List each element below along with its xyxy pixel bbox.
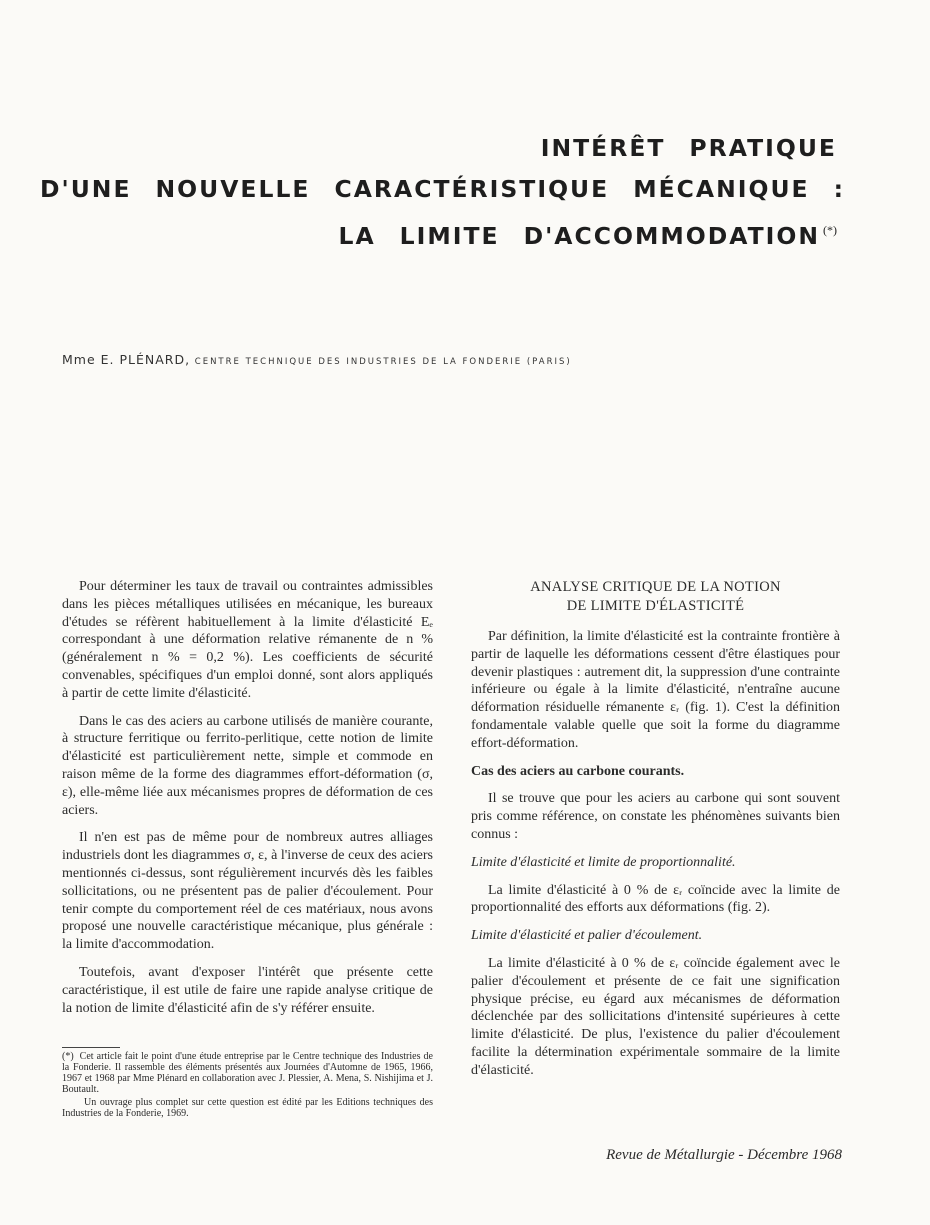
italic-subheading: Limite d'élasticité et limite de proportionnalité. [471,854,736,870]
title-line-2: D'UNE NOUVELLE CARACTÉRISTIQUE MÉCANIQUE : [40,175,846,203]
journal-footer: Revue de Métallurgie - Décembre 1968 [606,1147,842,1163]
italic-subheading: Limite d'élasticité et palier d'écoulement. [471,928,703,944]
footnote-rule [62,1047,120,1048]
left-column [62,578,433,1027]
paragraph: Il n'en est pas de même pour de nombreux autres alliages industriels dont les diagrammes σ, ε, à l'inverse de ceux des aciers mentionnés ci-dessus, sont régulièrement incurvés dès les faibles sollicitations, ou ne présentent pas de palier d'écoulement. Pour tenir compte du comportement réel de ces matériaux, nous avons proposé une nouvelle caractéristique mécanique, plus générale : la limite d'accommodation. [62,830,433,953]
section-heading: ANALYSE CRITIQUE DE LA NOTION DE LIMITE D'ÉLASTICITÉ [530,579,781,614]
paragraph: Il se trouve que pour les aciers au carbone qui sont souvent pris comme référence, on constate les phénomènes suivants bien connus : [471,791,840,842]
right-column [471,578,840,1090]
article-title [40,128,846,251]
paragraph: La limite d'élasticité à 0 % de εᵣ coïncide également avec le palier d'écoulement et présente de ce fait une signification physique précise, eu égard aux mécanismes de déformation déclenchée par des sollicitations d'intensité supérieures à cette limite d'élasticité. De plus, l'existence du palier d'écoulement facilite la détermination expérimentale sommaire de la limite d'élasticité. [471,955,840,1078]
title-line-1: INTÉRÊT PRATIQUE [540,134,837,162]
footnote [62,1051,433,1121]
footnote-star: (*) [62,1051,74,1062]
paragraph: Toutefois, avant d'exposer l'intérêt que présente cette caractéristique, il est utile de faire une rapide analyse critique de la notion de limite d'élasticité afin de s'y référer ensuite. [62,964,433,1016]
footnote-text-2: Un ouvrage plus complet sur cette question est édité par les Editions techniques des Industries de la Fonderie, 1969. [62,1097,433,1119]
title-line-3: LA LIMITE D'ACCOMMODATION (*) [338,222,837,250]
author-name: Mme E. PLÉNARD, [62,352,191,367]
paragraph: La limite d'élasticité à 0 % de εᵣ coïncide avec la limite de proportionnalité des efforts aux déformations (fig. 2). [471,882,840,916]
paragraph: Dans le cas des aciers au carbone utilisés de manière courante, à structure ferritique ou ferrito-perlitique, cette notion de limite d'élasticité est particulièrement nette, simple et commode en raison même de la forme des diagrammes effort-déformation (σ, ε), elle-même liée aux mécanismes propres de déformation de ces aciers. [62,713,433,818]
author-line [62,352,572,367]
author-affiliation: CENTRE TECHNIQUE DES INDUSTRIES DE LA FONDERIE (PARIS) [194,357,572,367]
paragraph: Pour déterminer les taux de travail ou contraintes admissibles dans les pièces métalliques utilisées en mécanique, les bureaux d'études se réfèrent habituellement à la limite d'élasticité Eₑ correspondant à une déformation relative rémanente de n % (généralement n % = 0,2 %). Les coefficients de sécurité convenables, spécifiques d'un emploi donné, sont alors appliqués à partir de cette limite d'élasticité. [62,579,433,701]
footnote-text: Cet article fait le point d'une étude entreprise par le Centre technique des Industries de la Fonderie. Il rassemble des éléments présentés aux Journées d'Automne de 1965, 1966, 1967 et 1968 par Mme Plénard en collaboration avec J. Plessier, A. Mena, S. Nishijima et J. Boutault. [62,1051,433,1095]
footnote-marker: (*) [823,223,837,237]
paragraph: Par définition, la limite d'élasticité est la contrainte frontière à partir de laquelle les déformations cessent d'être élastiques pour devenir plastiques : autrement dit, la suppression d'une contrainte inférieure ou égale à la limite d'élasticité, n'entraîne aucune déformation résiduelle rémanente εᵣ (fig. 1). C'est la définition fondamentale valable quelle que soit la forme du diagramme effort-déformation. [471,629,840,751]
subsection-heading: Cas des aciers au carbone courants. [471,763,685,779]
